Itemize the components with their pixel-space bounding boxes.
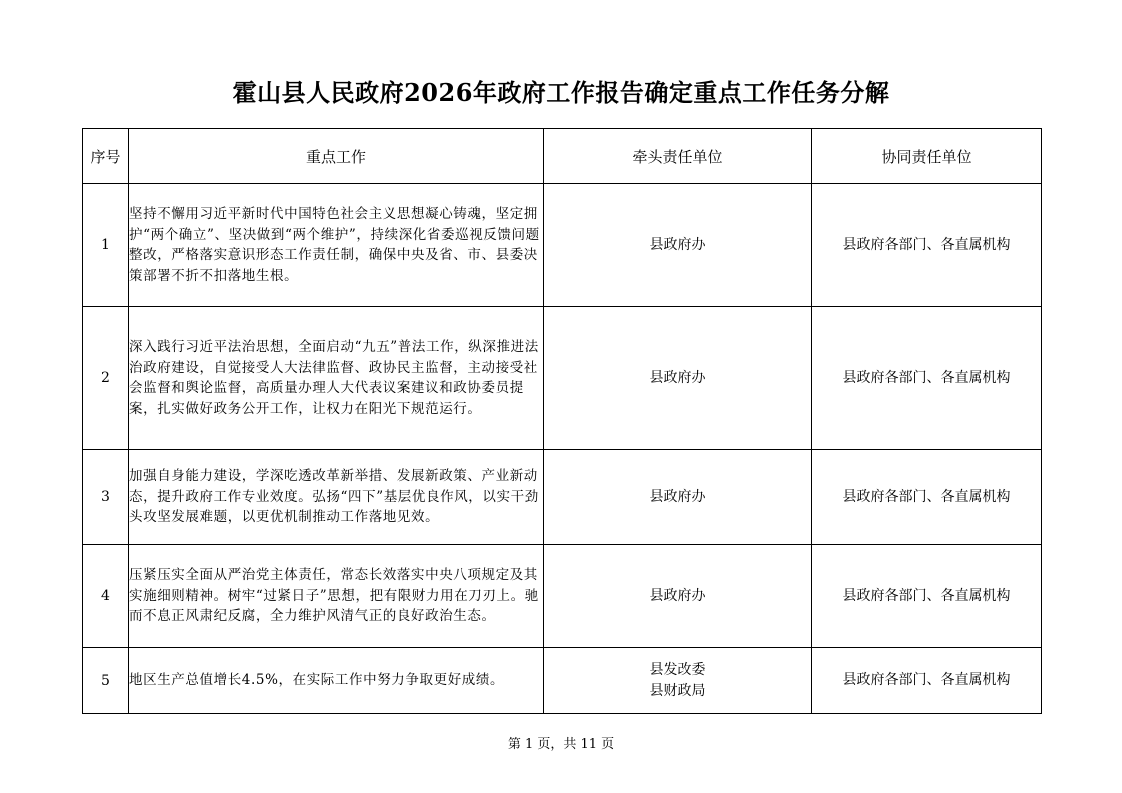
table-row [83, 648, 1042, 714]
row-task: 压紧压实全面从严治党主体责任，常态长效落实中央八项规定及其实施细则精神。树牢“过紧日子”思想，把有限财力用在刀刃上。驰而不息正风肃纪反腐，全力维护风清气正的良好政治生态。 [129, 545, 544, 648]
row-lead-unit [544, 545, 812, 648]
lead-unit-line: 县政府办 [649, 488, 706, 505]
lead-unit-line: 县政府办 [649, 369, 706, 386]
row-co-unit: 县政府各部门、各直属机构 [812, 648, 1042, 714]
row-lead-unit [544, 450, 812, 545]
header-task: 重点工作 [129, 129, 544, 184]
row-seq: 2 [83, 307, 129, 450]
header-co-unit: 协同责任单位 [812, 129, 1042, 184]
table-row [83, 184, 1042, 307]
lead-unit-line: 县发改委 [649, 661, 706, 678]
row-co-unit: 县政府各部门、各直属机构 [812, 545, 1042, 648]
page-number-footer: 第 1 页，共 11 页 [507, 737, 615, 752]
row-task: 地区生产总值增长4.5%，在实际工作中努力争取更好成绩。 [129, 648, 544, 714]
lead-unit-line: 县政府办 [649, 587, 706, 604]
row-co-unit: 县政府各部门、各直属机构 [812, 307, 1042, 450]
header-lead-unit: 牵头责任单位 [544, 129, 812, 184]
row-seq: 4 [83, 545, 129, 648]
row-co-unit: 县政府各部门、各直属机构 [812, 184, 1042, 307]
lead-unit-line: 县政府办 [649, 236, 706, 253]
header-seq: 序号 [83, 129, 129, 184]
table-header-row [83, 129, 1042, 184]
row-lead-unit [544, 307, 812, 450]
row-co-unit: 县政府各部门、各直属机构 [812, 450, 1042, 545]
document-title: 霍山县人民政府2026年政府工作报告确定重点工作任务分解 [232, 78, 890, 107]
row-task: 加强自身能力建设，学深吃透改革新举措、发展新政策、产业新动态，提升政府工作专业效度。弘扬“四下”基层优良作风，以实干劲头攻坚发展难题，以更优机制推动工作落地见效。 [129, 450, 544, 545]
table-row [83, 545, 1042, 648]
task-table [82, 128, 1042, 714]
row-lead-unit [544, 648, 812, 714]
row-task: 深入践行习近平法治思想，全面启动“九五”普法工作，纵深推进法治政府建设，自觉接受人大法律监督、政协民主监督，主动接受社会监督和舆论监督，高质量办理人大代表议案建议和政协委员提案，扎实做好政务公开工作，让权力在阳光下规范运行。 [129, 307, 544, 450]
table-row [83, 307, 1042, 450]
row-task: 坚持不懈用习近平新时代中国特色社会主义思想凝心铸魂，坚定拥护“两个确立”、坚决做到“两个维护”，持续深化省委巡视反馈问题整改，严格落实意识形态工作责任制，确保中央及省、市、县委决策部署不折不扣落地生根。 [129, 184, 544, 307]
table-row [83, 450, 1042, 545]
row-seq: 3 [83, 450, 129, 545]
row-lead-unit [544, 184, 812, 307]
lead-unit-line: 县财政局 [649, 682, 706, 699]
row-seq: 5 [83, 648, 129, 714]
row-seq: 1 [83, 184, 129, 307]
